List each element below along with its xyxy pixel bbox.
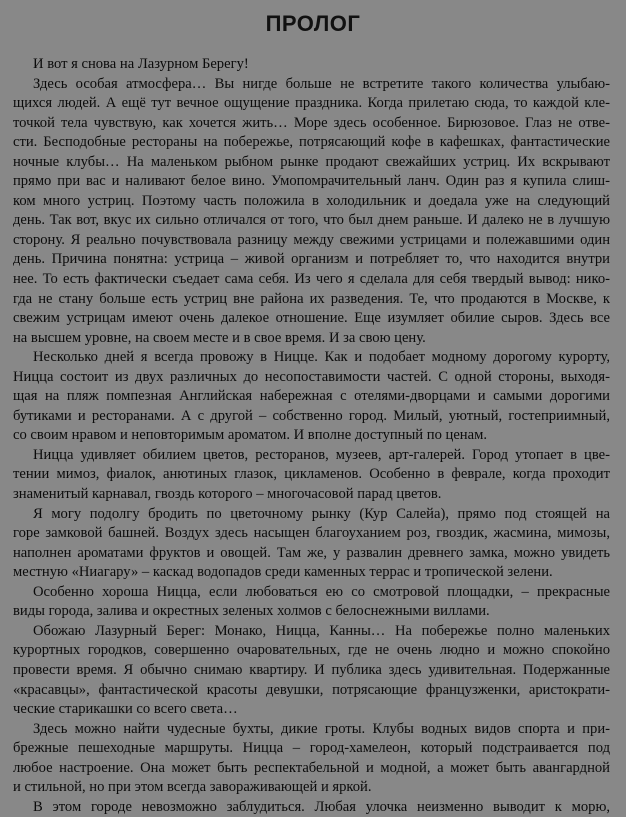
- text-line: И вот я снова на Лазурном Берегу!: [33, 56, 249, 72]
- text-line: прямо при вас и наливают белое вино. Умопомрачительный ланч. Один раз я купила слиш-: [13, 173, 610, 190]
- text-line: знаменитый карнавал, гвоздь которого – многочасовой парад цветов.: [13, 486, 442, 503]
- text-line: ночные клубы… На маленьком рыбном рынке продают свежайших устриц. Их вскрывают: [13, 153, 610, 170]
- text-line: нее. То есть фактически съедает сама себя. Из чего я сделала для себя твердый вывод: нико-: [13, 271, 610, 288]
- text-line: на высшем уровне, на своем месте и в свое время. И за свою цену.: [13, 329, 426, 346]
- text-line: В этом городе невозможно заблудиться. Любая улочка неизменно выводит к морю,: [33, 798, 610, 815]
- text-line: ком много устриц. Поэтому часть положила в холодильник и доедала уже на следующий: [13, 192, 610, 209]
- text-line: щая на пляж помпезная Английская набережная с отелями-дворцами и самыми дорогими: [13, 388, 610, 405]
- text-line: Обожаю Лазурный Берег: Монако, Ницца, Канны… На побережье полно маленьких: [33, 622, 610, 639]
- text-line: любое настроение. Она может быть респектабельной и модной, а может быть авангардной: [13, 759, 610, 776]
- body-text: [13, 55, 610, 817]
- text-line: день. Причина понятна: устрица – живой организм и потребляет то, что находится внутри: [13, 251, 610, 268]
- text-line: Здесь можно найти чудесные бухты, дикие гроты. Клубы водных видов спорта и при-: [33, 720, 610, 737]
- text-line: ческие старикашки со всего света…: [13, 701, 238, 718]
- text-line: Я могу подолгу бродить по цветочному рынку (Кур Салейа), прямо под стоящей на: [33, 505, 610, 522]
- text-line: сторону. Я реально почувствовала разницу между свежими устрицами и полежавшими один: [13, 231, 610, 248]
- chapter-title: ПРОЛОГ: [265, 11, 361, 36]
- text-line: Здесь особая атмосфера… Вы нигде больше не встретите такого количества улыбаю-: [33, 75, 610, 92]
- text-line: наполнен ароматами фруктов и овощей. Там же, у развалин древнего замка, можно увидеть: [13, 544, 610, 561]
- text-line: бутиками и ресторанами. А с другой – собственно город. Милый, уютный, гостеприимный,: [13, 407, 610, 424]
- text-line: день. Так вот, вкус их сильно отличался от того, что был днем раньше. И далеко не в лучшую: [13, 212, 610, 229]
- text-line: Особенно хороша Ницца, если любоваться ею со смотровой площадки, – прекрасные: [33, 583, 610, 600]
- text-line: тении мимоз, фиалок, анютиных глазок, цикламенов. Особенно в феврале, когда проходит: [13, 466, 610, 483]
- text-line: горе замковой башней. Воздух здесь насыщен благоуханием роз, гвоздик, жасмина, мимозы,: [13, 525, 610, 542]
- text-line: щихся людей. А ещё тут вечное ощущение праздника. Когда прилетаю сюда, то каждой кле-: [13, 95, 610, 112]
- text-line: свежим устрицам имеют очень далекое отношение. Еще изумляет обилие сыров. Здесь все: [13, 310, 610, 327]
- text-line: точкой тела чувствую, как хочется жить… Море здесь особенное. Бирюзовое. Глаз не отве-: [13, 114, 610, 131]
- text-line: провести время. Я обычно снимаю квартиру. И публика здесь удивительная. Подержанные: [13, 661, 610, 678]
- text-line: местную «Ниагару» – каскад водопадов среди каменных террас и тропической зелени.: [13, 564, 553, 581]
- text-line: курортных городков, совершенно очаровательных, где не очень людно и можно спокойно: [13, 642, 610, 659]
- text-line: и стильной, но при этом всегда завораживающей и яркой.: [13, 779, 372, 796]
- text-line: виды города, залива и окрестных зеленых холмов с белоснежными виллами.: [13, 603, 490, 620]
- text-line: Ницца удивляет обилием цветов, ресторанов, музеев, арт-галерей. Город утопает в цве-: [33, 446, 610, 463]
- text-line: Ницца состоит из двух различных до несопоставимости частей. С одной стороны, выходя-: [13, 368, 610, 385]
- text-line: со своим нравом и неповторимым ароматом. И вполне доступный по ценам.: [13, 427, 487, 444]
- text-line: брежные пешеходные маршруты. Ницца – город-хамелеон, который подстраивается под: [13, 740, 610, 757]
- text-line: сти. Бесподобные рестораны на побережье, потрясающий кофе в кафешках, фантастические: [13, 134, 610, 151]
- text-line: гда не стану больше есть устриц вне района их разведения. Те, что продаются в Москве, к: [13, 290, 610, 307]
- text-line: «красавцы», фантастической красоты девушки, потрясающие французженки, аристократи-: [13, 681, 610, 698]
- text-line: Несколько дней я всегда провожу в Ницце. Как и подобает модному дорогому курорту,: [33, 349, 610, 366]
